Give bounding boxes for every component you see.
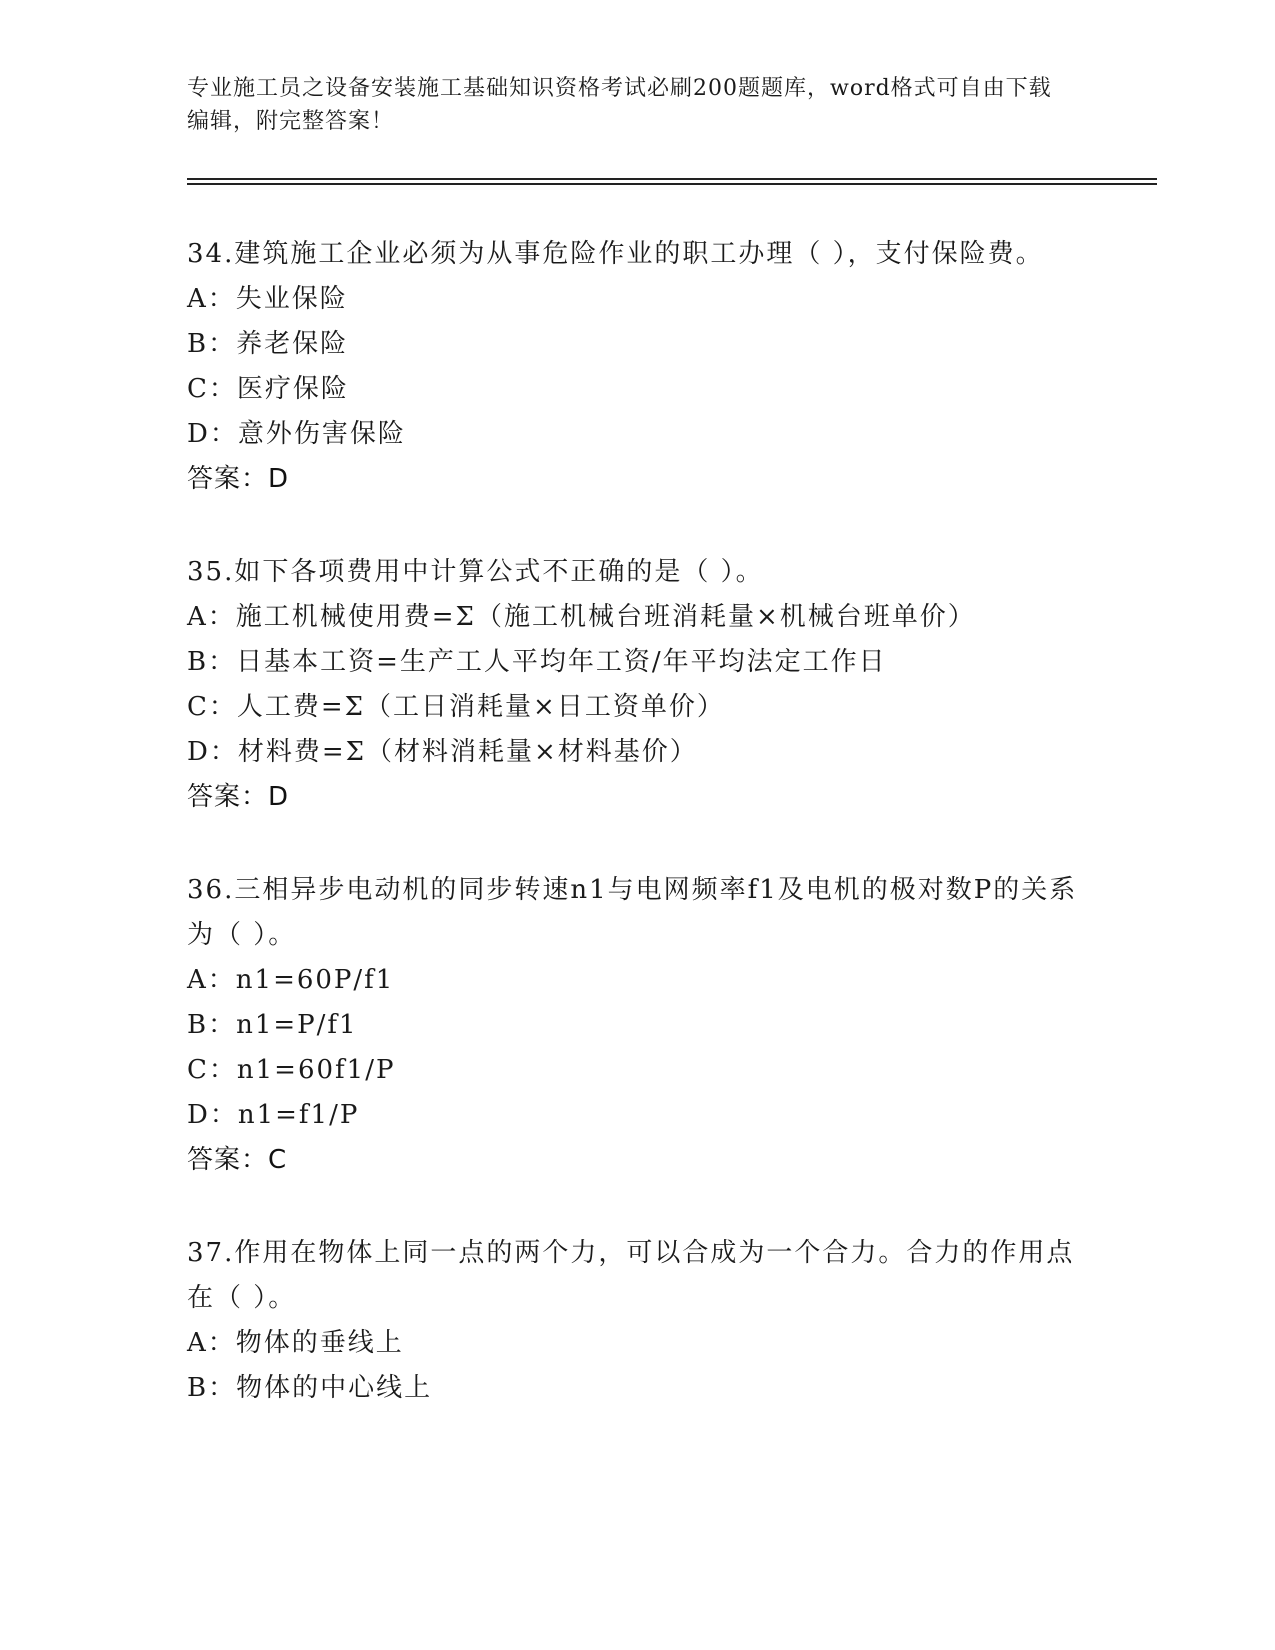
option-a: A：施工机械使用费=Σ（施工机械台班消耗量×机械台班单价） [187, 602, 976, 632]
question-34 [187, 232, 1087, 502]
option-a: A：失业保险 [187, 284, 348, 314]
question-stem: 37.作用在物体上同一点的两个力，可以合成为一个合力。合力的作用点在（ ）。 [187, 1238, 1075, 1313]
question-36 [187, 868, 1087, 1183]
question-list [187, 232, 1087, 1459]
option-b: B：日基本工资=生产工人平均年工资/年平均法定工作日 [187, 647, 887, 677]
option-b: B：n1=P/f1 [187, 1010, 358, 1040]
option-c: C：n1=60f1/P [187, 1055, 396, 1085]
option-c: C：医疗保险 [187, 374, 349, 404]
answer-label: 答案：C [187, 1145, 288, 1175]
header-divider-bottom [187, 183, 1157, 185]
header-divider-top [187, 178, 1157, 180]
option-d: D：n1=f1/P [187, 1100, 360, 1130]
option-a: A：n1=60P/f1 [187, 965, 395, 995]
answer-label: 答案：D [187, 782, 290, 812]
question-stem: 36.三相异步电动机的同步转速n1与电网频率f1及电机的极对数P的关系为（ ）。 [187, 875, 1078, 950]
option-a: A：物体的垂线上 [187, 1328, 404, 1358]
question-stem: 34.建筑施工企业必须为从事危险作业的职工办理（ ），支付保险费。 [187, 239, 1044, 269]
question-35 [187, 550, 1087, 820]
option-b: B：物体的中心线上 [187, 1373, 433, 1403]
option-d: D：意外伤害保险 [187, 419, 406, 449]
question-37 [187, 1231, 1087, 1411]
document-header: 专业施工员之设备安装施工基础知识资格考试必刷200题题库，word格式可自由下载编辑，附完整答案！ [187, 76, 1052, 134]
option-d: D：材料费=Σ（材料消耗量×材料基价） [187, 737, 698, 767]
question-stem: 35.如下各项费用中计算公式不正确的是（ ）。 [187, 557, 764, 587]
answer-label: 答案：D [187, 464, 290, 494]
option-c: C：人工费=Σ（工日消耗量×日工资单价） [187, 692, 725, 722]
option-b: B：养老保险 [187, 329, 349, 359]
